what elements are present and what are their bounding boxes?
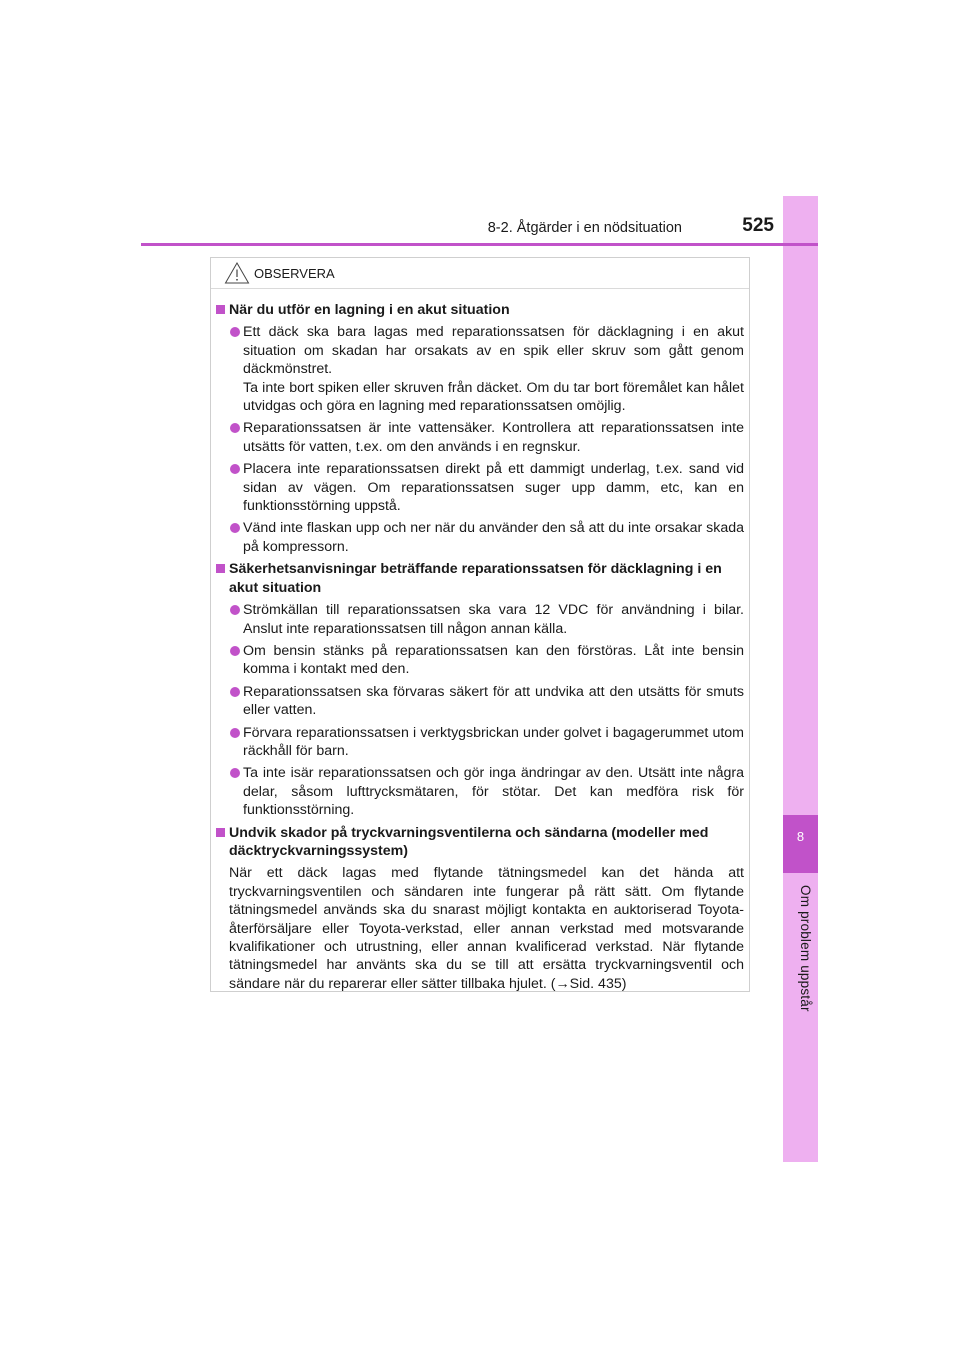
header-rule — [141, 243, 818, 246]
section-heading — [216, 824, 744, 861]
section-heading — [216, 560, 744, 597]
list-item-text: Placera inte reparationssatsen direkt på ett dammigt underlag, t.ex. sand vid sidan av vägen. Om reparationssatsen suger upp damm, etc, kan en funktionsstörning uppstå. — [243, 461, 744, 515]
bullet-icon — [230, 523, 240, 533]
list-item — [216, 460, 744, 515]
bullet-icon — [230, 646, 240, 656]
list-item-text: Ta inte isär reparationssatsen och gör inga ändringar av den. Utsätt inte några delar, såsom lufttrycksmätaren, för stötar. Det kan medföra risk för funktionsstörning. — [243, 765, 744, 819]
notice-box — [210, 257, 750, 992]
chapter-number-tab — [783, 815, 818, 873]
list-item-text: Förvara reparationssatsen i verktygsbrickan under golvet i bagagerummet utom räckhåll för barn. — [243, 724, 744, 759]
list-item — [216, 724, 744, 761]
square-bullet-icon — [216, 828, 225, 837]
bullet-icon — [230, 728, 240, 738]
section-heading — [216, 301, 744, 319]
section-heading-text: När du utför en lagning i en akut situation — [229, 302, 510, 318]
square-bullet-icon — [216, 305, 225, 314]
list-item-text: Strömkällan till reparationssatsen ska vara 12 VDC för användning i bilar. Anslut inte reparationssatsen till någon annan källa. — [243, 602, 744, 637]
section-paragraph: När ett däck lagas med flytande tätningsmedel kan det hända att tryckvarningsventilen och sändaren inte fungerar på rätt sätt. Om flytande tätningsmedel används ska du snarast möjligt kontakta en auktoriserad Toyota-återförsäljare eller Toyota-verkstad, eller annan verkstad med motsvarande kvalifikationer och utrustning, eller annan kvalificerad verkstad. När flytande tätningsmedel har använts ska du se till att ersätta tryckvarningsventil och sändare när du reparerar eller sätter tillbaka hjulet. (→Sid. 435) — [229, 865, 744, 992]
list-item-text: Om bensin stänks på reparationssatsen kan den förstöras. Låt inte bensin komma i kontakt med den. — [243, 642, 744, 678]
bullet-icon — [230, 687, 240, 697]
notice-content — [216, 301, 744, 993]
chapter-title: Om problem uppstår — [798, 885, 813, 1012]
warning-triangle-icon — [224, 261, 250, 285]
list-item — [216, 683, 744, 720]
bullet-icon — [230, 768, 240, 778]
section-heading-text: Undvik skador på tryckvarningsventilerna och sändarna (modeller med däcktryckvarningssystem) — [229, 824, 709, 859]
bullet-icon — [230, 423, 240, 433]
notice-label: OBSERVERA — [254, 266, 335, 281]
bullet-icon — [230, 464, 240, 474]
list-item — [216, 601, 744, 638]
list-item-text: Vänd inte flaskan upp och ner när du använder den så att du inte orsakar skada på kompressorn. — [243, 520, 744, 555]
list-item-text: Ett däck ska bara lagas med reparationssatsen för däcklagning i en akut situation om skadan har orsakats av en spik eller skruv som gått genom däckmönstret. — [243, 324, 744, 378]
list-item — [216, 642, 744, 679]
list-item-text: Reparationssatsen ska förvaras säkert för att undvika att den utsätts för smuts eller vatten. — [243, 683, 744, 719]
list-item — [216, 519, 744, 556]
section-heading-text: Säkerhetsanvisningar beträffande reparationssatsen för däcklagning i en akut situation — [229, 561, 722, 596]
chapter-number: 8 — [796, 829, 805, 844]
bullet-icon — [230, 327, 240, 337]
section-title: 8-2. Åtgärder i en nödsituation — [487, 220, 682, 236]
square-bullet-icon — [216, 564, 225, 573]
notice-header — [211, 258, 749, 289]
page-number: 525 — [742, 215, 774, 236]
bullet-icon — [230, 605, 240, 615]
list-item-continuation: Ta inte bort spiken eller skruven från däcket. Om du tar bort föremålet kan hålet utvidgas och göra en lagning med reparationssatsen omöjlig. — [243, 379, 744, 415]
list-item — [216, 764, 744, 819]
list-item — [216, 323, 744, 415]
list-item-text: Reparationssatsen är inte vattensäker. Kontrollera att reparationssatsen inte utsätts för vatten, t.ex. om den används i en regnskur. — [243, 420, 744, 455]
list-item — [216, 419, 744, 456]
